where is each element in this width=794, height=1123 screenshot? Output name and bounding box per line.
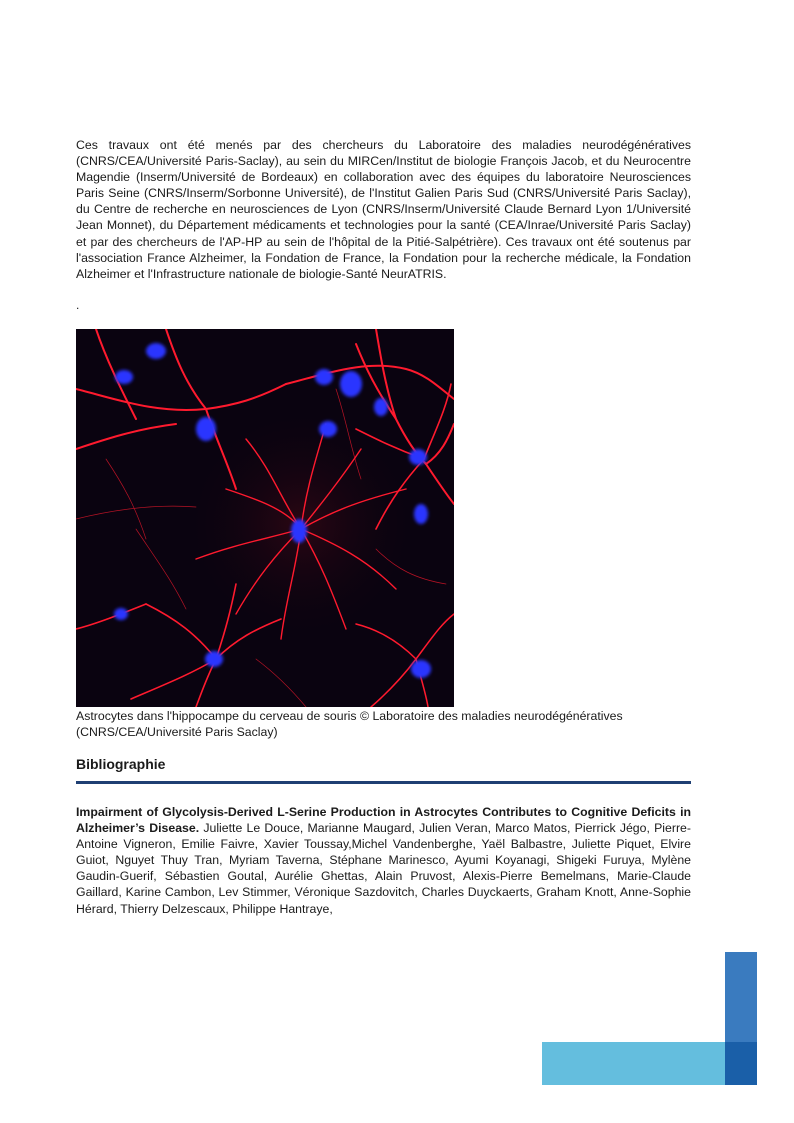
figure-caption: Astrocytes dans l'hippocampe du cerveau de souris © Laboratoire des maladies neurodégénératives (CNRS/CEA/Université Paris Saclay) (76, 709, 623, 740)
bibliography-rule (76, 781, 691, 784)
paper-authors: Juliette Le Douce, Marianne Maugard, Julien Veran, Marco Matos, Pierrick Jégo, Pierre-Antoine Vigneron, Emilie Faivre, Xavier Toussay,Michel Vandenberghe, Yaël Balbastre, Juliette Piquet, Elvire Guiot, Nguyet Thuy Tran, Myriam Taverna, Stéphane Marinesco, Ayumi Koyanagi, Shigeki Furuya, Mylène Gaudin-Guerif, Sébastien Goutal, Aurélie Ghettas, Alain Pruvost, Alexis-Pierre Bemelmans, Marie-Claude Gaillard, Karine Cambon, Lev Stimmer, Véronique Sazdovitch, Charles Duyckaerts, Graham Knott, Anne-Sophie Hérard, Thierry Delzescaux, Philippe Hantraye, (76, 821, 691, 916)
paper-title: Impairment of Glycolysis-Derived L-Serine Production in Astrocytes Contributes to Cognitive Deficits in Alzheimer’s Disease. (76, 805, 691, 836)
stray-period: . (76, 298, 80, 312)
astrocyte-micrograph (76, 329, 454, 707)
bibliography-heading: Bibliographie (76, 756, 166, 772)
bibliography-entry (76, 804, 691, 917)
micrograph-drawing (76, 329, 454, 707)
decorative-corner-block (725, 1042, 757, 1085)
body-paragraph: Ces travaux ont été menés par des chercheurs du Laboratoire des maladies neurodégénératives (CNRS/CEA/Université Paris-Saclay), au sein du MIRCen/Institut de biologie François Jacob, et du Neurocentre Magendie (Inserm/Université de Bordeaux) en collaboration avec des équipes du laboratoire Neurosciences Paris Seine (CNRS/Inserm/Sorbonne Université), de l'Institut Galien Paris Sud (CNRS/Université Paris Saclay), du Centre de recherche en neurosciences de Lyon (CNRS/Inserm/Université Claude Bernard Lyon 1/Université Jean Monnet), du Département médicaments et technologies pour la santé (CEA/Inrae/Université Paris Saclay) et par des chercheurs de l'AP-HP au sein de l'hôpital de la Pitié-Salpétrière). Ces travaux ont été soutenus par l'association France Alzheimer, la Fondation de France, la Fondation pour la recherche médicale, la Fondation Alzheimer et l'Infrastructure nationale de biologie-Santé NeurATRIS. (76, 138, 691, 281)
